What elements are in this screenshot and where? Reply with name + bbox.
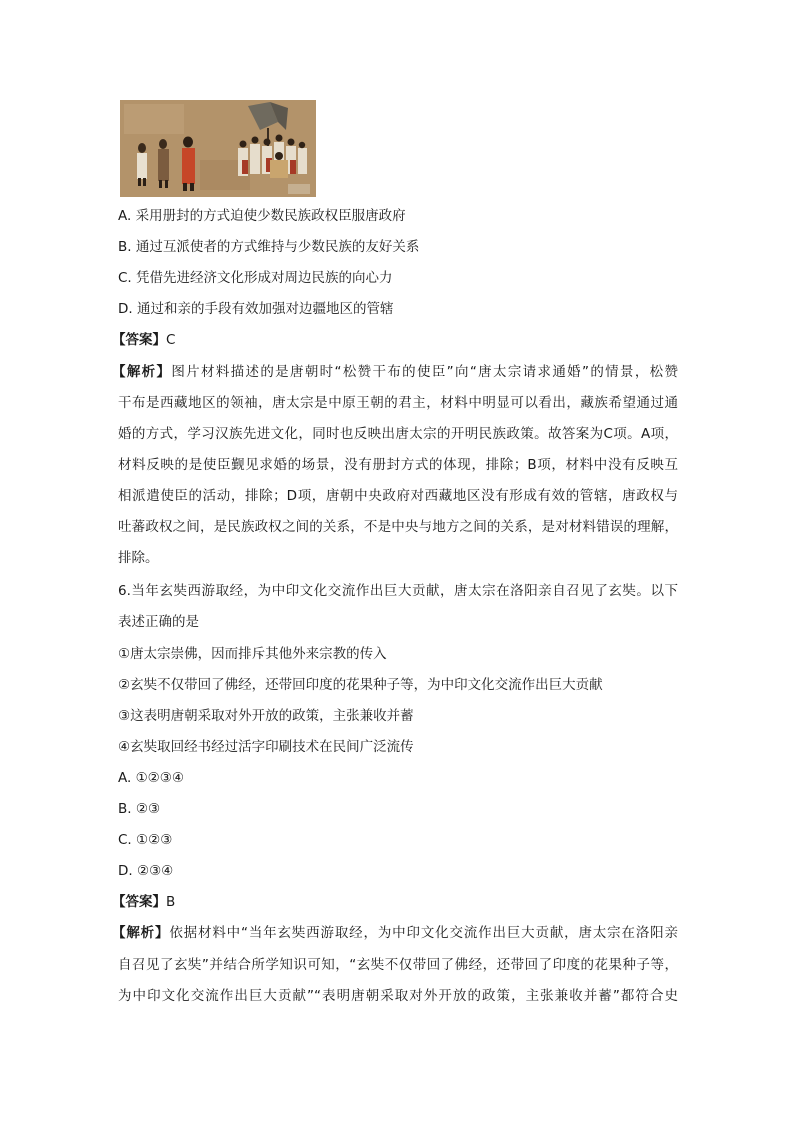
- q6-stem-line-1: 6.当年玄奘西游取经，为中印文化交流作出巨大贡献，唐太宗在洛阳亲自召见了玄奘。以下: [118, 583, 678, 599]
- q5-analysis-line-4: 材料反映的是使臣觐见求婚的场景，没有册封方式的体现，排除；B项，材料中没有反映互: [118, 457, 678, 473]
- q6-analysis-line-1: 【解析】依据材料中“当年玄奘西游取经，为中印文化交流作出巨大贡献，唐太宗在洛阳亲: [112, 925, 679, 941]
- q6-option-d: D. ②③④: [118, 863, 174, 879]
- q5-analysis-line-1: 【解析】图片材料描述的是唐朝时“松赞干布的使臣”向“唐太宗请求通婚”的情景，松赞: [112, 364, 678, 380]
- q5-analysis-line-5: 相派遣使臣的活动，排除；D项，唐朝中央政府对西藏地区没有形成有效的管辖，唐政权与: [118, 488, 678, 504]
- q6-analysis-line-3: 为中印文化交流作出巨大贡献”“表明唐朝采取对外开放的政策，主张兼收并蓄”都符合史: [118, 988, 678, 1004]
- q6-statement-3: ③这表明唐朝采取对外开放的政策，主张兼收并蓄: [118, 708, 414, 724]
- q6-statement-2: ②玄奘不仅带回了佛经，还带回印度的花果种子等，为中印文化交流作出巨大贡献: [118, 677, 603, 693]
- q6-statement-4: ④玄奘取回经书经过活字印刷技术在民间广泛流传: [118, 739, 414, 755]
- q5-analysis-line-3: 婚的方式，学习汉族先进文化，同时也反映出唐太宗的开明民族政策。故答案为C项。A项，: [118, 426, 678, 442]
- painting-image: [120, 100, 316, 197]
- q6-analysis-line-2: 自召见了玄奘”并结合所学知识可知，“玄奘不仅带回了佛经，还带回了印度的花果种子等，: [118, 957, 678, 973]
- analysis-label: 【解析】: [112, 925, 170, 941]
- answer-value: B: [166, 894, 176, 910]
- analysis-label: 【解析】: [112, 364, 172, 380]
- answer-label: 【答案】: [112, 332, 166, 348]
- q5-analysis-line-7: 排除。: [118, 550, 159, 566]
- answer-label: 【答案】: [112, 894, 166, 910]
- q5-option-b: B. 通过互派使者的方式维持与少数民族的友好关系: [118, 239, 420, 255]
- q6-option-a: A. ①②③④: [118, 770, 184, 786]
- q5-option-a: A. 采用册封的方式迫使少数民族政权臣服唐政府: [118, 208, 406, 224]
- q5-option-c: C. 凭借先进经济文化形成对周边民族的向心力: [118, 270, 393, 286]
- q6-option-b: B. ②③: [118, 801, 161, 817]
- q6-option-c: C. ①②③: [118, 832, 173, 848]
- answer-value: C: [166, 332, 176, 348]
- q5-analysis-line-2: 干布是西藏地区的领袖，唐太宗是中原王朝的君主，材料中明显可以看出，藏族希望通过通: [118, 395, 678, 411]
- q6-stem-line-2: 表述正确的是: [118, 614, 199, 630]
- q5-answer: [112, 330, 175, 350]
- q6-answer: [112, 892, 175, 912]
- q5-analysis-line-6: 吐蕃政权之间，是民族政权之间的关系，不是中央与地方之间的关系，是对材料错误的理解，: [118, 519, 678, 535]
- q6-statement-1: ①唐太宗崇佛，因而排斥其他外来宗教的传入: [118, 646, 387, 662]
- q5-option-d: D. 通过和亲的手段有效加强对边疆地区的管辖: [118, 301, 394, 317]
